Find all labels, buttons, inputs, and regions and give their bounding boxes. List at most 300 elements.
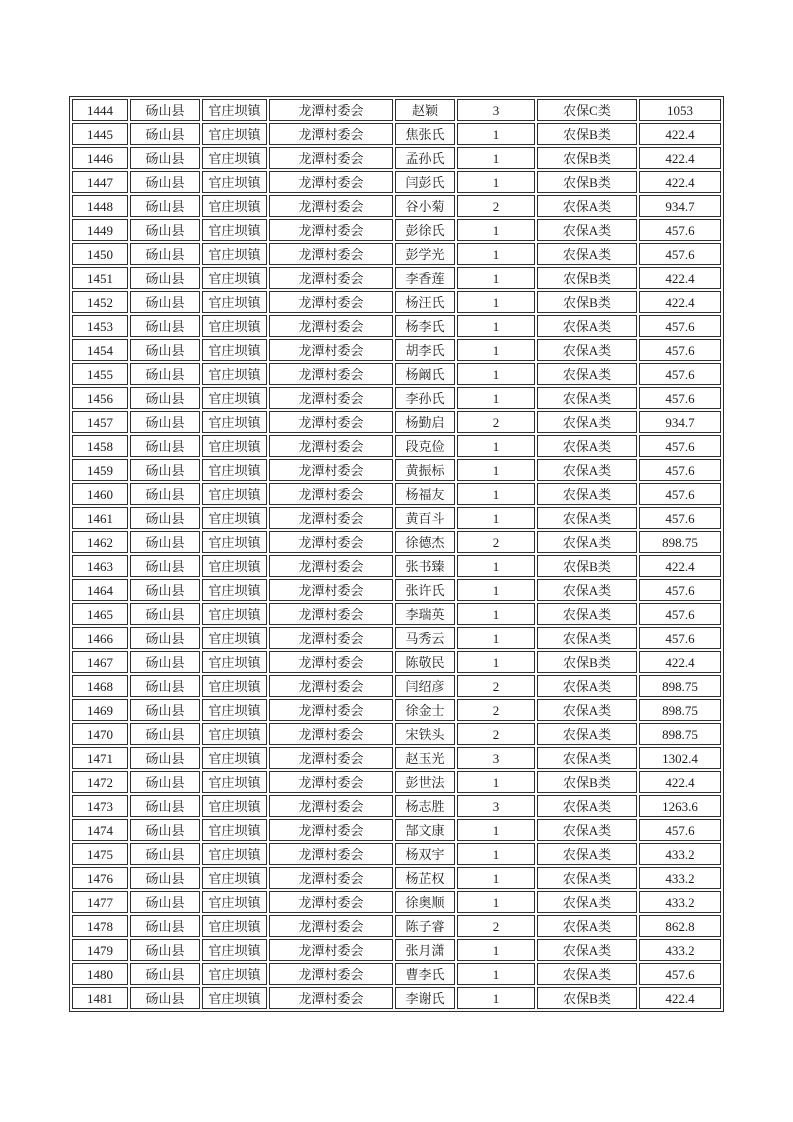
cell-county: 砀山县 — [130, 627, 200, 649]
cell-persons: 1 — [457, 555, 535, 577]
cell-persons: 1 — [457, 627, 535, 649]
cell-name: 杨福友 — [395, 483, 455, 505]
pension-roster-table — [69, 96, 724, 1012]
cell-town: 官庄坝镇 — [202, 483, 267, 505]
cell-amount: 898.75 — [639, 675, 721, 697]
cell-town: 官庄坝镇 — [202, 531, 267, 553]
cell-town: 官庄坝镇 — [202, 435, 267, 457]
table-row — [72, 483, 721, 505]
cell-category: 农保A类 — [537, 867, 637, 889]
cell-persons: 1 — [457, 891, 535, 913]
cell-village: 龙潭村委会 — [269, 603, 393, 625]
table-row — [72, 531, 721, 553]
cell-seq: 1464 — [72, 579, 128, 601]
cell-town: 官庄坝镇 — [202, 795, 267, 817]
cell-persons: 1 — [457, 963, 535, 985]
cell-village: 龙潭村委会 — [269, 651, 393, 673]
cell-name: 杨李氏 — [395, 315, 455, 337]
cell-county: 砀山县 — [130, 411, 200, 433]
cell-name: 杨勤启 — [395, 411, 455, 433]
cell-persons: 1 — [457, 435, 535, 457]
cell-amount: 457.6 — [639, 483, 721, 505]
cell-amount: 457.6 — [639, 579, 721, 601]
table-row — [72, 459, 721, 481]
cell-seq: 1477 — [72, 891, 128, 913]
cell-town: 官庄坝镇 — [202, 939, 267, 961]
cell-village: 龙潭村委会 — [269, 699, 393, 721]
cell-village: 龙潭村委会 — [269, 723, 393, 745]
cell-town: 官庄坝镇 — [202, 627, 267, 649]
cell-persons: 1 — [457, 243, 535, 265]
cell-persons: 1 — [457, 603, 535, 625]
cell-county: 砀山县 — [130, 987, 200, 1009]
cell-town: 官庄坝镇 — [202, 603, 267, 625]
cell-village: 龙潭村委会 — [269, 459, 393, 481]
table-row — [72, 915, 721, 937]
cell-county: 砀山县 — [130, 891, 200, 913]
cell-category: 农保B类 — [537, 987, 637, 1009]
cell-category: 农保A类 — [537, 507, 637, 529]
table-row — [72, 147, 721, 169]
cell-persons: 2 — [457, 411, 535, 433]
table-row — [72, 987, 721, 1009]
cell-category: 农保A类 — [537, 747, 637, 769]
cell-category: 农保C类 — [537, 99, 637, 121]
cell-category: 农保A类 — [537, 819, 637, 841]
table-row — [72, 243, 721, 265]
cell-amount: 934.7 — [639, 195, 721, 217]
cell-town: 官庄坝镇 — [202, 339, 267, 361]
cell-county: 砀山县 — [130, 123, 200, 145]
cell-name: 李香莲 — [395, 267, 455, 289]
cell-seq: 1452 — [72, 291, 128, 313]
cell-persons: 1 — [457, 507, 535, 529]
cell-name: 徐金士 — [395, 699, 455, 721]
cell-name: 陈敬民 — [395, 651, 455, 673]
cell-town: 官庄坝镇 — [202, 459, 267, 481]
cell-category: 农保A类 — [537, 675, 637, 697]
cell-seq: 1454 — [72, 339, 128, 361]
cell-county: 砀山县 — [130, 483, 200, 505]
cell-amount: 457.6 — [639, 219, 721, 241]
cell-village: 龙潭村委会 — [269, 867, 393, 889]
cell-seq: 1470 — [72, 723, 128, 745]
cell-amount: 898.75 — [639, 723, 721, 745]
cell-town: 官庄坝镇 — [202, 171, 267, 193]
cell-town: 官庄坝镇 — [202, 555, 267, 577]
cell-county: 砀山县 — [130, 459, 200, 481]
cell-amount: 422.4 — [639, 123, 721, 145]
cell-amount: 422.4 — [639, 147, 721, 169]
cell-seq: 1462 — [72, 531, 128, 553]
cell-amount: 422.4 — [639, 555, 721, 577]
cell-county: 砀山县 — [130, 651, 200, 673]
cell-county: 砀山县 — [130, 171, 200, 193]
table-row — [72, 747, 721, 769]
cell-amount: 1053 — [639, 99, 721, 121]
cell-amount: 1263.6 — [639, 795, 721, 817]
cell-seq: 1455 — [72, 363, 128, 385]
cell-seq: 1475 — [72, 843, 128, 865]
cell-county: 砀山县 — [130, 195, 200, 217]
cell-persons: 1 — [457, 771, 535, 793]
cell-amount: 433.2 — [639, 843, 721, 865]
cell-county: 砀山县 — [130, 795, 200, 817]
cell-seq: 1481 — [72, 987, 128, 1009]
cell-amount: 457.6 — [639, 339, 721, 361]
cell-name: 杨阚氏 — [395, 363, 455, 385]
cell-county: 砀山县 — [130, 387, 200, 409]
cell-name: 徐德杰 — [395, 531, 455, 553]
cell-persons: 2 — [457, 723, 535, 745]
table-row — [72, 579, 721, 601]
cell-persons: 1 — [457, 651, 535, 673]
cell-seq: 1458 — [72, 435, 128, 457]
cell-amount: 422.4 — [639, 291, 721, 313]
cell-name: 彭学光 — [395, 243, 455, 265]
cell-village: 龙潭村委会 — [269, 243, 393, 265]
cell-seq: 1461 — [72, 507, 128, 529]
table-row — [72, 627, 721, 649]
table-row — [72, 555, 721, 577]
cell-category: 农保A类 — [537, 411, 637, 433]
cell-amount: 934.7 — [639, 411, 721, 433]
cell-village: 龙潭村委会 — [269, 819, 393, 841]
cell-amount: 457.6 — [639, 507, 721, 529]
cell-amount: 457.6 — [639, 315, 721, 337]
cell-seq: 1467 — [72, 651, 128, 673]
cell-persons: 1 — [457, 867, 535, 889]
cell-category: 农保A类 — [537, 843, 637, 865]
cell-village: 龙潭村委会 — [269, 219, 393, 241]
cell-town: 官庄坝镇 — [202, 963, 267, 985]
cell-name: 徐奥顺 — [395, 891, 455, 913]
cell-town: 官庄坝镇 — [202, 723, 267, 745]
cell-village: 龙潭村委会 — [269, 339, 393, 361]
cell-county: 砀山县 — [130, 507, 200, 529]
cell-county: 砀山县 — [130, 99, 200, 121]
table-row — [72, 195, 721, 217]
cell-seq: 1449 — [72, 219, 128, 241]
cell-amount: 457.6 — [639, 627, 721, 649]
table-row — [72, 387, 721, 409]
cell-category: 农保A类 — [537, 219, 637, 241]
cell-town: 官庄坝镇 — [202, 219, 267, 241]
cell-county: 砀山县 — [130, 723, 200, 745]
cell-persons: 1 — [457, 987, 535, 1009]
cell-persons: 1 — [457, 579, 535, 601]
cell-town: 官庄坝镇 — [202, 747, 267, 769]
table-row — [72, 291, 721, 313]
cell-amount: 898.75 — [639, 531, 721, 553]
cell-town: 官庄坝镇 — [202, 843, 267, 865]
cell-county: 砀山县 — [130, 435, 200, 457]
cell-category: 农保B类 — [537, 771, 637, 793]
cell-persons: 1 — [457, 291, 535, 313]
cell-town: 官庄坝镇 — [202, 867, 267, 889]
cell-category: 农保A类 — [537, 891, 637, 913]
cell-category: 农保A类 — [537, 939, 637, 961]
cell-amount: 457.6 — [639, 819, 721, 841]
cell-village: 龙潭村委会 — [269, 195, 393, 217]
cell-village: 龙潭村委会 — [269, 843, 393, 865]
cell-amount: 422.4 — [639, 171, 721, 193]
cell-seq: 1459 — [72, 459, 128, 481]
cell-category: 农保A类 — [537, 627, 637, 649]
cell-category: 农保A类 — [537, 195, 637, 217]
cell-persons: 1 — [457, 339, 535, 361]
cell-town: 官庄坝镇 — [202, 891, 267, 913]
cell-town: 官庄坝镇 — [202, 315, 267, 337]
cell-category: 农保B类 — [537, 267, 637, 289]
cell-persons: 1 — [457, 483, 535, 505]
table-row — [72, 435, 721, 457]
cell-seq: 1465 — [72, 603, 128, 625]
table-body — [72, 99, 721, 1009]
cell-county: 砀山县 — [130, 915, 200, 937]
table-row — [72, 651, 721, 673]
cell-name: 彭世法 — [395, 771, 455, 793]
table-row — [72, 939, 721, 961]
cell-county: 砀山县 — [130, 219, 200, 241]
table-row — [72, 123, 721, 145]
cell-amount: 422.4 — [639, 987, 721, 1009]
cell-amount: 422.4 — [639, 771, 721, 793]
cell-name: 张月潇 — [395, 939, 455, 961]
cell-amount: 457.6 — [639, 963, 721, 985]
cell-category: 农保B类 — [537, 651, 637, 673]
cell-name: 杨芷权 — [395, 867, 455, 889]
cell-persons: 2 — [457, 915, 535, 937]
cell-town: 官庄坝镇 — [202, 651, 267, 673]
cell-amount: 457.6 — [639, 387, 721, 409]
cell-seq: 1471 — [72, 747, 128, 769]
cell-village: 龙潭村委会 — [269, 939, 393, 961]
cell-seq: 1444 — [72, 99, 128, 121]
table-row — [72, 675, 721, 697]
cell-town: 官庄坝镇 — [202, 147, 267, 169]
cell-name: 赵颖 — [395, 99, 455, 121]
table-row — [72, 771, 721, 793]
cell-town: 官庄坝镇 — [202, 675, 267, 697]
cell-category: 农保A类 — [537, 387, 637, 409]
cell-persons: 2 — [457, 675, 535, 697]
cell-town: 官庄坝镇 — [202, 915, 267, 937]
cell-village: 龙潭村委会 — [269, 99, 393, 121]
table-row — [72, 603, 721, 625]
cell-town: 官庄坝镇 — [202, 579, 267, 601]
cell-county: 砀山县 — [130, 603, 200, 625]
cell-county: 砀山县 — [130, 291, 200, 313]
cell-persons: 1 — [457, 123, 535, 145]
cell-category: 农保A类 — [537, 963, 637, 985]
cell-persons: 1 — [457, 819, 535, 841]
cell-town: 官庄坝镇 — [202, 123, 267, 145]
cell-village: 龙潭村委会 — [269, 747, 393, 769]
cell-town: 官庄坝镇 — [202, 99, 267, 121]
cell-seq: 1463 — [72, 555, 128, 577]
cell-name: 杨汪氏 — [395, 291, 455, 313]
cell-amount: 433.2 — [639, 939, 721, 961]
cell-town: 官庄坝镇 — [202, 291, 267, 313]
cell-seq: 1468 — [72, 675, 128, 697]
cell-name: 闫绍彦 — [395, 675, 455, 697]
table-row — [72, 723, 721, 745]
cell-category: 农保A类 — [537, 363, 637, 385]
cell-village: 龙潭村委会 — [269, 531, 393, 553]
cell-amount: 457.6 — [639, 243, 721, 265]
cell-name: 杨双宇 — [395, 843, 455, 865]
table-row — [72, 171, 721, 193]
cell-seq: 1476 — [72, 867, 128, 889]
cell-name: 张许氏 — [395, 579, 455, 601]
cell-name: 赵玉光 — [395, 747, 455, 769]
cell-persons: 1 — [457, 939, 535, 961]
table-row — [72, 99, 721, 121]
cell-seq: 1472 — [72, 771, 128, 793]
cell-village: 龙潭村委会 — [269, 795, 393, 817]
cell-village: 龙潭村委会 — [269, 387, 393, 409]
cell-name: 杨志胜 — [395, 795, 455, 817]
cell-town: 官庄坝镇 — [202, 771, 267, 793]
cell-persons: 1 — [457, 267, 535, 289]
cell-amount: 422.4 — [639, 267, 721, 289]
cell-county: 砀山县 — [130, 939, 200, 961]
cell-category: 农保A类 — [537, 579, 637, 601]
cell-category: 农保B类 — [537, 555, 637, 577]
cell-category: 农保A类 — [537, 315, 637, 337]
table-row — [72, 507, 721, 529]
cell-persons: 2 — [457, 699, 535, 721]
cell-name: 郜文康 — [395, 819, 455, 841]
cell-amount: 457.6 — [639, 459, 721, 481]
table-row — [72, 411, 721, 433]
cell-amount: 433.2 — [639, 891, 721, 913]
cell-name: 张书臻 — [395, 555, 455, 577]
cell-village: 龙潭村委会 — [269, 483, 393, 505]
cell-village: 龙潭村委会 — [269, 771, 393, 793]
cell-persons: 1 — [457, 459, 535, 481]
cell-county: 砀山县 — [130, 843, 200, 865]
cell-village: 龙潭村委会 — [269, 267, 393, 289]
cell-amount: 457.6 — [639, 603, 721, 625]
cell-name: 焦张氏 — [395, 123, 455, 145]
table-row — [72, 819, 721, 841]
cell-town: 官庄坝镇 — [202, 195, 267, 217]
cell-village: 龙潭村委会 — [269, 123, 393, 145]
cell-name: 黄百斗 — [395, 507, 455, 529]
cell-seq: 1453 — [72, 315, 128, 337]
cell-town: 官庄坝镇 — [202, 387, 267, 409]
cell-county: 砀山县 — [130, 363, 200, 385]
cell-seq: 1451 — [72, 267, 128, 289]
cell-persons: 1 — [457, 315, 535, 337]
cell-name: 陈子睿 — [395, 915, 455, 937]
cell-amount: 433.2 — [639, 867, 721, 889]
cell-seq: 1456 — [72, 387, 128, 409]
cell-category: 农保A类 — [537, 723, 637, 745]
cell-amount: 898.75 — [639, 699, 721, 721]
cell-name: 黄振标 — [395, 459, 455, 481]
cell-persons: 3 — [457, 99, 535, 121]
cell-category: 农保B类 — [537, 147, 637, 169]
cell-seq: 1447 — [72, 171, 128, 193]
cell-persons: 2 — [457, 195, 535, 217]
cell-county: 砀山县 — [130, 315, 200, 337]
cell-amount: 422.4 — [639, 651, 721, 673]
cell-county: 砀山县 — [130, 579, 200, 601]
cell-county: 砀山县 — [130, 531, 200, 553]
table-row — [72, 843, 721, 865]
cell-village: 龙潭村委会 — [269, 987, 393, 1009]
cell-category: 农保A类 — [537, 795, 637, 817]
cell-village: 龙潭村委会 — [269, 579, 393, 601]
cell-village: 龙潭村委会 — [269, 555, 393, 577]
cell-seq: 1448 — [72, 195, 128, 217]
cell-name: 李瑞英 — [395, 603, 455, 625]
cell-county: 砀山县 — [130, 339, 200, 361]
cell-county: 砀山县 — [130, 675, 200, 697]
cell-village: 龙潭村委会 — [269, 435, 393, 457]
cell-persons: 1 — [457, 147, 535, 169]
cell-category: 农保A类 — [537, 699, 637, 721]
cell-category: 农保A类 — [537, 435, 637, 457]
cell-village: 龙潭村委会 — [269, 507, 393, 529]
table-row — [72, 699, 721, 721]
cell-category: 农保A类 — [537, 459, 637, 481]
cell-county: 砀山县 — [130, 747, 200, 769]
cell-seq: 1478 — [72, 915, 128, 937]
cell-seq: 1480 — [72, 963, 128, 985]
table-row — [72, 795, 721, 817]
cell-seq: 1450 — [72, 243, 128, 265]
cell-town: 官庄坝镇 — [202, 411, 267, 433]
cell-category: 农保B类 — [537, 123, 637, 145]
cell-persons: 1 — [457, 387, 535, 409]
cell-persons: 3 — [457, 795, 535, 817]
cell-persons: 1 — [457, 843, 535, 865]
cell-persons: 1 — [457, 219, 535, 241]
cell-persons: 2 — [457, 531, 535, 553]
cell-village: 龙潭村委会 — [269, 915, 393, 937]
cell-village: 龙潭村委会 — [269, 171, 393, 193]
cell-county: 砀山县 — [130, 267, 200, 289]
cell-town: 官庄坝镇 — [202, 243, 267, 265]
cell-name: 彭徐氏 — [395, 219, 455, 241]
cell-county: 砀山县 — [130, 771, 200, 793]
cell-name: 段克俭 — [395, 435, 455, 457]
cell-town: 官庄坝镇 — [202, 267, 267, 289]
table-row — [72, 867, 721, 889]
cell-town: 官庄坝镇 — [202, 507, 267, 529]
cell-county: 砀山县 — [130, 699, 200, 721]
cell-village: 龙潭村委会 — [269, 963, 393, 985]
cell-village: 龙潭村委会 — [269, 291, 393, 313]
cell-town: 官庄坝镇 — [202, 699, 267, 721]
cell-amount: 457.6 — [639, 435, 721, 457]
cell-village: 龙潭村委会 — [269, 363, 393, 385]
cell-name: 孟孙氏 — [395, 147, 455, 169]
table-row — [72, 963, 721, 985]
cell-name: 闫彭氏 — [395, 171, 455, 193]
cell-seq: 1473 — [72, 795, 128, 817]
table-row — [72, 219, 721, 241]
cell-seq: 1479 — [72, 939, 128, 961]
cell-category: 农保A类 — [537, 915, 637, 937]
cell-name: 胡李氏 — [395, 339, 455, 361]
cell-amount: 1302.4 — [639, 747, 721, 769]
cell-village: 龙潭村委会 — [269, 147, 393, 169]
